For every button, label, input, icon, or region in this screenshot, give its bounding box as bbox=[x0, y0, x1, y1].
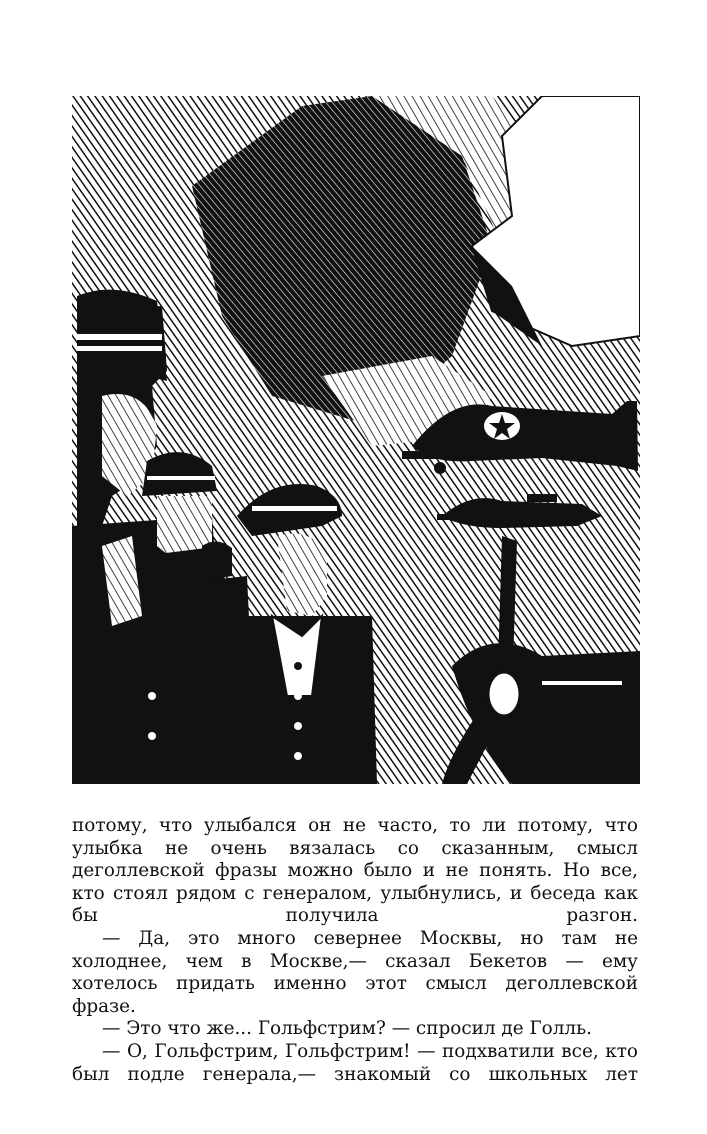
illustration-drawing bbox=[72, 96, 640, 784]
body-text bbox=[72, 815, 638, 1086]
book-illustration bbox=[72, 96, 640, 784]
paragraph-4: — О, Гольфстрим, Гольфстрим! — подхватили все, кто был подле генерала,— знакомый со школьных лет bbox=[72, 1040, 638, 1085]
paragraph-2: — Да, это много севернее Москвы, но там не холоднее, чем в Москве,— сказал Бекетов — ему хотелось придать именно этот смысл деголлевской фразе. bbox=[72, 927, 638, 1017]
paragraph-3: — Это что же... Гольфстрим? — спросил де Голль. bbox=[102, 1018, 592, 1040]
paragraph-1: потому, что улыбался он не часто, то ли потому, что улыбка не очень вязалась со сказанным, смысл деголлевской фразы можно было и не понять. Но все, кто стоял рядом с генералом, улыбнулись, и беседа как бы получила разгон. bbox=[72, 815, 638, 927]
